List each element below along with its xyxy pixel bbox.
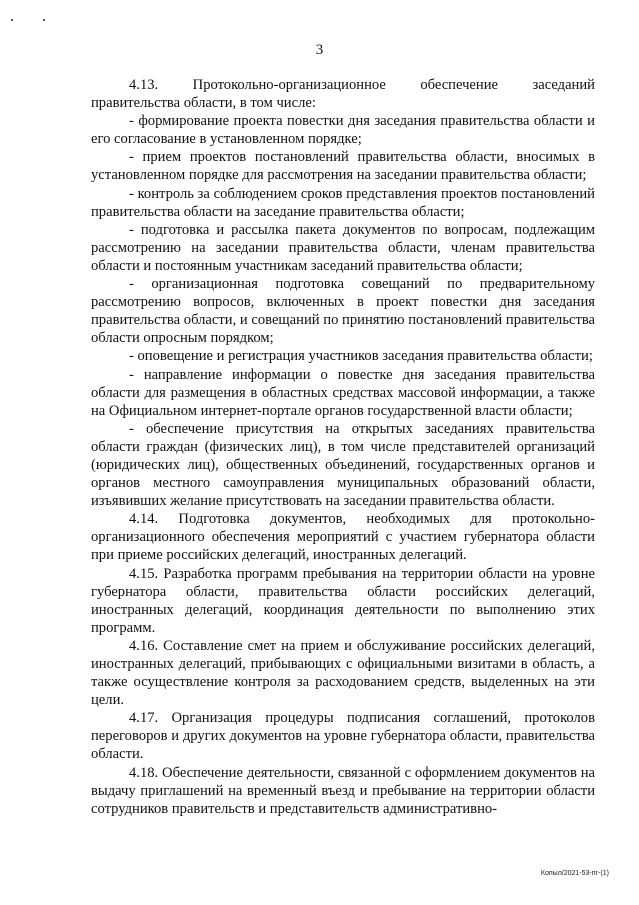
list-item: - обеспечение присутствия на открытых заседаниях правительства области граждан (физических лиц), в том числе представителей организаций (юридических лиц), общественных объединений, государственных органов и органов местного самоуправления муниципальных образований области, изъявивших желание присутствовать на заседании правительства области.: [91, 420, 595, 510]
scan-speck: [11, 19, 13, 21]
paragraph-4-13: 4.13. Протокольно-организационное обеспечение заседаний правительства области, в том числе:: [91, 77, 595, 112]
paragraph-4-15: 4.15. Разработка программ пребывания на территории области на уровне губернатора области, правительства области российских делегаций, иностранных делегаций, координация деятельности по выполнению этих программ.: [91, 565, 595, 636]
scan-speck: [43, 19, 45, 21]
list-item: - формирование проекта повестки дня заседания правительства области и его согласование в установленном порядке;: [91, 113, 595, 148]
paragraph-4-17: 4.17. Организация процедуры подписания соглашений, протоколов переговоров и других документов на уровне губернатора области, правительства области.: [91, 710, 595, 763]
page-number: 3: [315, 42, 324, 58]
document-body: [91, 76, 595, 818]
list-item: - организационная подготовка совещаний по предварительному рассмотрению вопросов, включенных в проект повестки дня заседания правительства области, и совещаний по принятию постановлений правительства области опросным порядком;: [91, 276, 595, 347]
paragraph-4-18: 4.18. Обеспечение деятельности, связанной с оформлением документов на выдачу приглашений на временный въезд и пребывание на территории области сотрудников правительств и представительств административно-: [91, 764, 595, 817]
paragraph-4-14: 4.14. Подготовка документов, необходимых для протокольно-организационного обеспечения мероприятий с участием губернатора области при приеме российских делегаций, иностранных делегаций.: [91, 511, 595, 564]
list-item: - прием проектов постановлений правительства области, вносимых в установленном порядке для рассмотрения на заседании правительства области;: [91, 149, 595, 184]
list-item: - контроль за соблюдением сроков представления проектов постановлений правительства области на заседание правительства области;: [91, 185, 595, 220]
list-item: - оповещение и регистрация участников заседания правительства области;: [129, 348, 593, 365]
paragraph-4-16: 4.16. Составление смет на прием и обслуживание российских делегаций, иностранных делегаций, прибывающих с официальными визитами в область, а также осуществление контроля за расходованием средств, выделенных на эти цели.: [91, 637, 595, 709]
list-item: - направление информации о повестке дня заседания правительства области для размещения в областных средствах массовой информации, а также на Официальном интернет-портале органов государственной власти области;: [91, 366, 595, 419]
document-code: Копыл/2021-53-пг-(1): [540, 870, 609, 877]
list-item: - подготовка и рассылка пакета документов по вопросам, подлежащим рассмотрению на заседании правительства области, членам правительства области и постоянным участникам заседаний правительства области;: [91, 221, 595, 274]
